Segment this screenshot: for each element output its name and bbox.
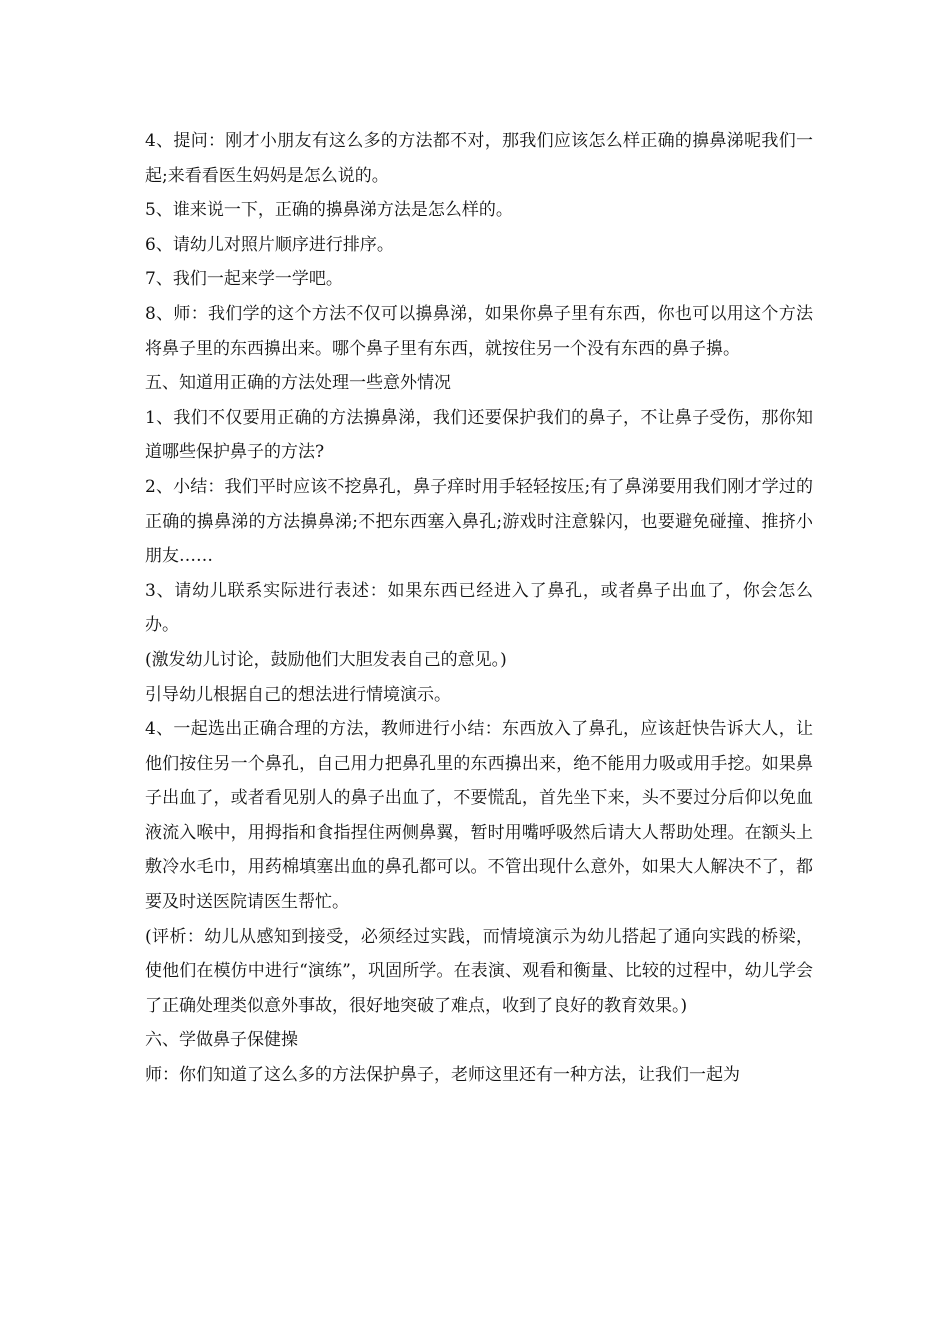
paragraph-evaluation: (评析：幼儿从感知到接受，必须经过实践，而情境演示为幼儿搭起了通向实践的桥梁，使他们在模仿中进行“演练”，巩固所学。在表演、观看和衡量、比较的过程中，幼儿学会了正确处理类似意外事故，很好地突破了难点，收到了良好的教育效果。) [145, 926, 813, 1016]
paragraph-step-5: 5、谁来说一下，正确的擤鼻涕方法是怎么样的。 [145, 200, 513, 221]
section-heading-six: 六、学做鼻子保健操 [145, 1030, 298, 1051]
paragraph-step-7: 7、我们一起来学一学吧。 [145, 269, 343, 290]
paragraph-step-6: 6、请幼儿对照片顺序进行排序。 [145, 234, 394, 255]
paragraph-demonstration: 引导幼儿根据自己的想法进行情境演示。 [145, 684, 451, 705]
paragraph-question-4: 4、提问：刚才小朋友有这么多的方法都不对，那我们应该怎么样正确的擤鼻涕呢我们一起;来看看医生妈妈是怎么说的。 [145, 131, 813, 186]
paragraph-express-3: 3、请幼儿联系实际进行表述：如果东西已经进入了鼻孔，或者鼻子出血了，你会怎么办。 [145, 580, 813, 636]
paragraph-teacher-intro: 师：你们知道了这么多的方法保护鼻子，老师这里还有一种方法，让我们一起为 [145, 1065, 740, 1086]
section-heading-five: 五、知道用正确的方法处理一些意外情况 [145, 373, 451, 394]
paragraph-summary-4: 4、一起选出正确合理的方法，教师进行小结：东西放入了鼻孔，应该赶快告诉大人，让他们按住另一个鼻孔，自己用力把鼻孔里的东西擤出来，绝不能用力吸或用手挖。如果鼻子出血了，或者看见别人的鼻子出血了，不要慌乱，首先坐下来，头不要过分后仰以免血液流入喉中，用拇指和食指捏住两侧鼻翼，暂时用嘴呼吸然后请大人帮助处理。在额头上敷冷水毛巾，用药棉填塞出血的鼻孔都可以。不管出现什么意外，如果大人解决不了，都要及时送医院请医生帮忙。 [145, 719, 813, 913]
document-body [145, 124, 813, 1093]
paragraph-discussion-note: (激发幼儿讨论，鼓励他们大胆发表自己的意见。) [145, 649, 507, 670]
paragraph-step-8: 8、师：我们学的这个方法不仅可以擤鼻涕，如果你鼻子里有东西，你也可以用这个方法将鼻子里的东西擤出来。哪个鼻子里有东西，就按住另一个没有东西的鼻子擤。 [145, 303, 813, 359]
paragraph-summary-2: 2、小结：我们平时应该不挖鼻孔，鼻子痒时用手轻轻按压;有了鼻涕要用我们刚才学过的正确的擤鼻涕的方法擤鼻涕;不把东西塞入鼻孔;游戏时注意躲闪，也要避免碰撞、推挤小朋友…… [145, 476, 813, 567]
paragraph-protect-1: 1、我们不仅要用正确的方法擤鼻涕，我们还要保护我们的鼻子，不让鼻子受伤，那你知道哪些保护鼻子的方法? [145, 407, 813, 463]
